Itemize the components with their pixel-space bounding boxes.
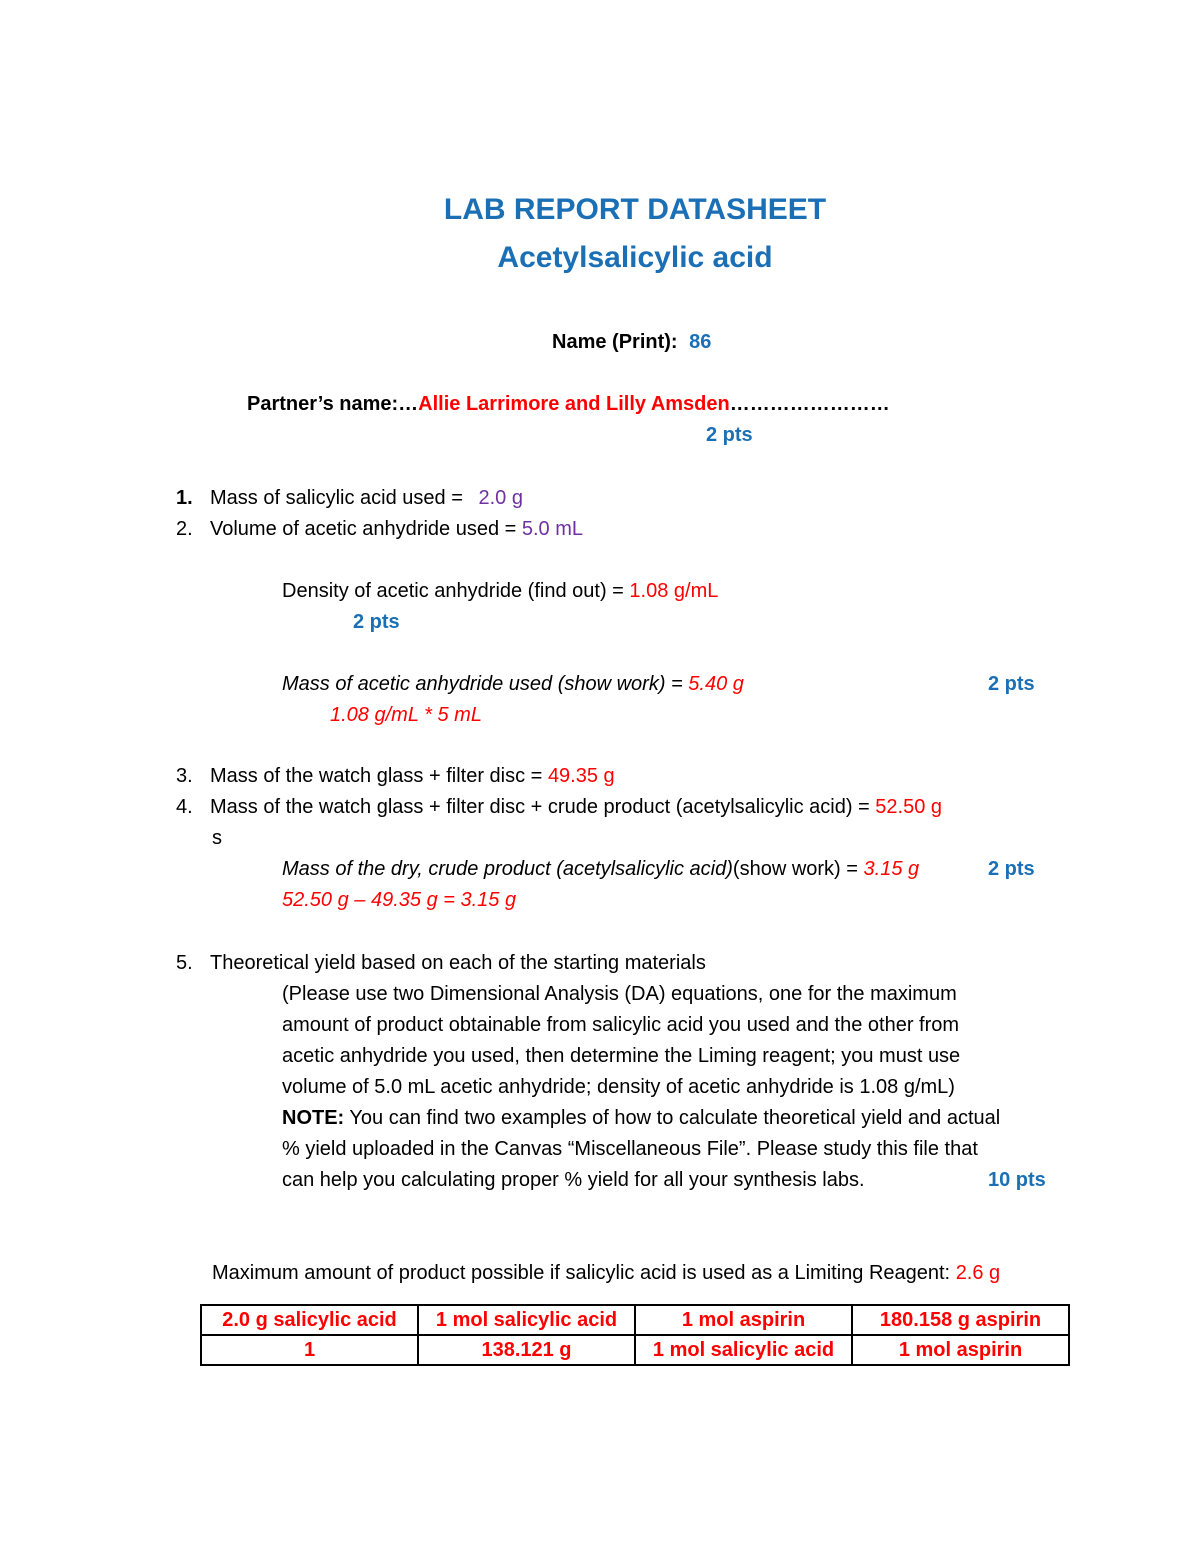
partner-points: 2 pts: [706, 424, 753, 446]
note-line: % yield uploaded in the Canvas “Miscellaneous File”. Please study this file that: [282, 1138, 978, 1160]
density-row: [282, 578, 718, 604]
mass-anhydride-label: Mass of acetic anhydride used (show work) =: [282, 673, 683, 695]
mass-anhydride-row: [282, 671, 744, 697]
mass-anhydride-value: 5.40 g: [688, 673, 744, 695]
item-5-points: 10 pts: [988, 1169, 1046, 1191]
item-2-value: 5.0 mL: [521, 518, 584, 540]
da-table: [200, 1304, 1070, 1366]
density-value: 1.08 g/mL: [629, 580, 719, 602]
max-product-label: Maximum amount of product possible if salicylic acid is used as a Limiting Reagent:: [212, 1262, 951, 1284]
density-label: Density of acetic anhydride (find out) =: [282, 580, 624, 602]
note-line: [282, 1105, 1000, 1131]
item-number: 5.: [176, 952, 193, 974]
table-cell: 180.158 g aspirin: [852, 1305, 1069, 1335]
item-5: [176, 950, 706, 976]
item-number: 3.: [176, 765, 193, 787]
page-title: LAB REPORT DATASHEET: [443, 193, 827, 226]
page-subtitle: Acetylsalicylic acid: [497, 241, 773, 274]
instructions-line: (Please use two Dimensional Analysis (DA) equations, one for the maximum: [282, 983, 957, 1005]
item-4: [176, 794, 942, 820]
item-4-label: Mass of the watch glass + filter disc + crude product (acetylsalicylic acid) =: [210, 796, 870, 818]
table-cell: 2.0 g salicylic acid: [201, 1305, 418, 1335]
table-row: [201, 1305, 1069, 1335]
item-2: [176, 516, 583, 542]
dry-product-label-rest: (show work) =: [732, 858, 858, 880]
name-row: [552, 329, 711, 355]
item-number: 4.: [176, 796, 193, 818]
item-number: 2.: [176, 518, 193, 540]
partner-row: [247, 391, 890, 417]
item-3: [176, 763, 615, 789]
dry-product-label: Mass of the dry, crude product (acetylsalicylic acid): [282, 858, 733, 880]
stray-char: s: [212, 827, 222, 849]
item-5-label: Theoretical yield based on each of the starting materials: [210, 952, 706, 974]
instructions-line: volume of 5.0 mL acetic anhydride; density of acetic anhydride is 1.08 g/mL): [282, 1076, 955, 1098]
item-number: 1.: [176, 487, 193, 509]
partner-dots: ……………………: [729, 393, 890, 415]
table-cell: 1 mol salicylic acid: [635, 1335, 852, 1365]
dry-product-work: 52.50 g – 49.35 g = 3.15 g: [282, 889, 517, 911]
mass-anhydride-points: 2 pts: [988, 673, 1035, 695]
table-cell: 1 mol salicylic acid: [418, 1305, 635, 1335]
dry-product-value: 3.15 g: [863, 858, 920, 880]
table-cell: 138.121 g: [418, 1335, 635, 1365]
table-cell: 1: [201, 1335, 418, 1365]
name-value: 86: [689, 331, 712, 353]
max-product-row: [212, 1260, 1000, 1286]
dry-product-row: [282, 856, 919, 882]
name-label: Name (Print):: [552, 331, 678, 353]
partner-label: Partner’s name:…: [247, 393, 419, 415]
instructions-line: amount of product obtainable from salicylic acid you used and the other from: [282, 1014, 960, 1036]
note-text: You can find two examples of how to calculate theoretical yield and actual: [344, 1107, 1001, 1129]
table-row: [201, 1335, 1069, 1365]
item-1: [176, 485, 523, 511]
max-product-value: 2.6 g: [955, 1262, 1001, 1284]
instructions-line: acetic anhydride you used, then determine the Liming reagent; you must use: [282, 1045, 961, 1067]
table-cell: 1 mol aspirin: [852, 1335, 1069, 1365]
item-3-value: 49.35 g: [547, 765, 615, 787]
item-1-value: 2.0 g: [478, 487, 523, 509]
note-label: NOTE:: [282, 1107, 345, 1129]
item-2-label: Volume of acetic anhydride used =: [210, 518, 517, 540]
item-1-label: Mass of salicylic acid used =: [210, 487, 463, 509]
density-points: 2 pts: [353, 611, 400, 633]
item-3-label: Mass of the watch glass + filter disc =: [210, 765, 543, 787]
dry-product-points: 2 pts: [988, 858, 1035, 880]
table-cell: 1 mol aspirin: [635, 1305, 852, 1335]
note-line: can help you calculating proper % yield for all your synthesis labs.: [282, 1169, 865, 1191]
partner-value: Allie Larrimore and Lilly Amsden: [418, 393, 730, 415]
mass-anhydride-work: 1.08 g/mL * 5 mL: [330, 704, 482, 726]
item-4-value: 52.50 g: [875, 796, 943, 818]
